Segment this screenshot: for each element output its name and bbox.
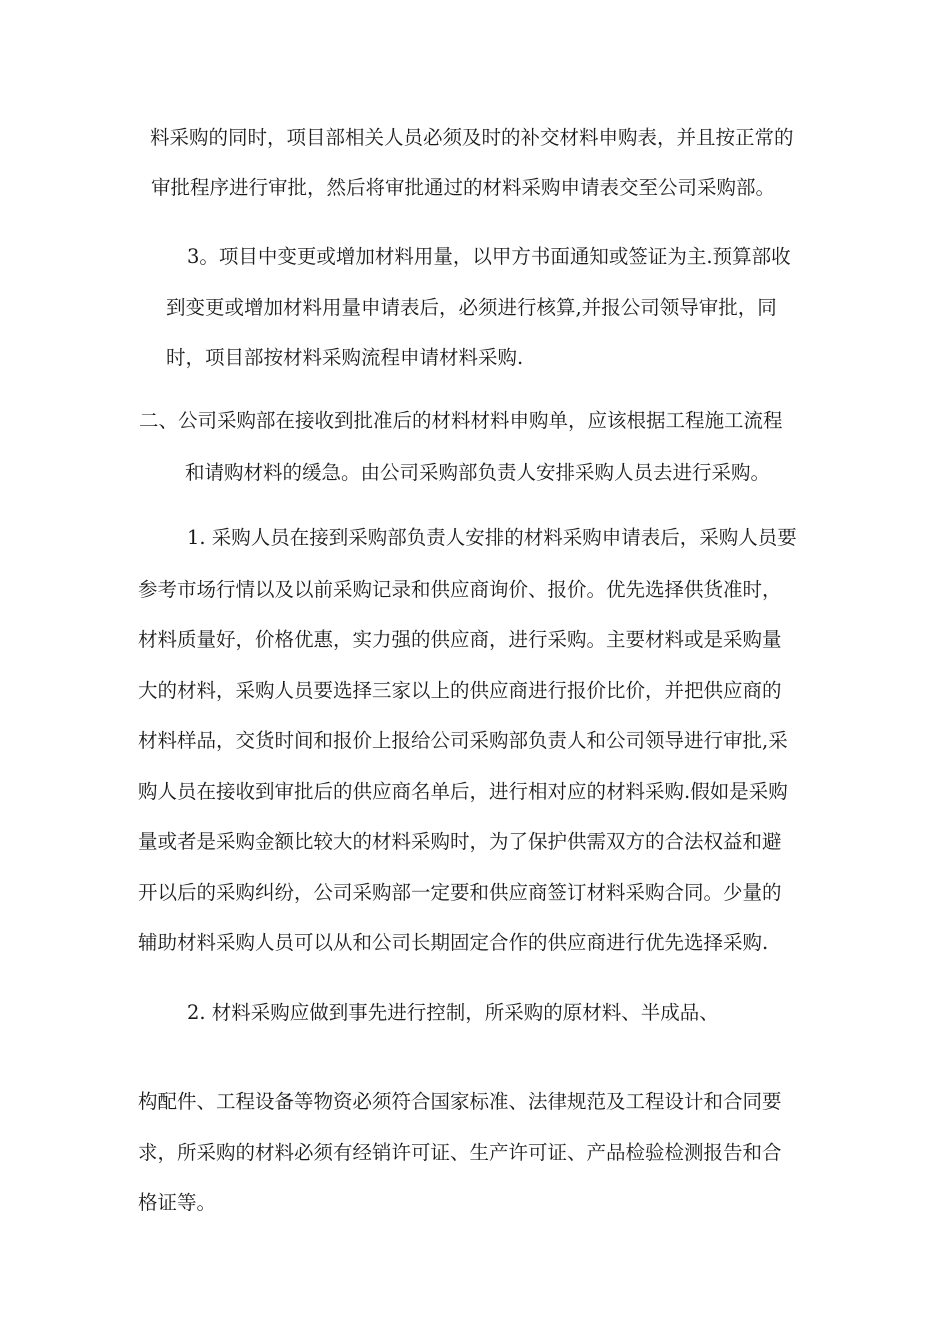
list-item-3-line: 3。项目中变更或增加材料用量，以甲方书面通知或签证为主.预算部收	[187, 245, 791, 268]
paragraph-line: 料采购的同时，项目部相关人员必须及时的补交材料申购表，并且按正常的	[150, 126, 794, 149]
list-item-1-line: 1. 采购人员在接到采购部负责人安排的材料采购申请表后，采购人员要	[187, 526, 797, 549]
paragraph-line: 审批程序进行审批，然后将审批通过的材料采购申请表交至公司采购部。	[151, 176, 776, 199]
list-item-1-line: 开以后的采购纠纷，公司采购部一定要和供应商签订材料采购合同。少量的	[138, 881, 782, 904]
list-item-1-line: 量或者是采购金额比较大的材料采购时，为了保护供需双方的合法权益和避	[138, 830, 782, 853]
list-item-1-line: 材料样品，交货时间和报价上报给公司采购部负责人和公司领导进行审批,采	[138, 729, 788, 752]
list-item-2-line: 2. 材料采购应做到事先进行控制，所采购的原材料、半成品、	[187, 1001, 719, 1024]
list-item-1-line: 辅助材料采购人员可以从和公司长期固定合作的供应商进行优先选择采购.	[138, 931, 769, 954]
list-item-1-line: 大的材料，采购人员要选择三家以上的供应商进行报价比价，并把供应商的	[138, 679, 782, 702]
list-item-2-line: 格证等。	[138, 1191, 217, 1214]
list-item-3-line: 时，项目部按材料采购流程申请材料采购.	[166, 346, 524, 369]
list-item-1-line: 购人员在接收到审批后的供应商名单后，进行相对应的材料采购.假如是采购	[138, 780, 788, 803]
list-item-2-line: 求，所采购的材料必须有经销许可证、生产许可证、产品检验检测报告和合	[138, 1141, 782, 1164]
section-heading-line: 二、公司采购部在接收到批准后的材料材料申购单，应该根据工程施工流程	[139, 409, 783, 432]
list-item-3-line: 到变更或增加材料用量申请表后，必须进行核算,并报公司领导审批，同	[166, 296, 777, 319]
list-item-2-line: 构配件、工程设备等物资必须符合国家标准、法律规范及工程设计和合同要	[138, 1090, 782, 1113]
list-item-1-line: 材料质量好，价格优惠，实力强的供应商，进行采购。主要材料或是采购量	[138, 628, 782, 651]
section-heading-line: 和请购材料的缓急。由公司采购部负责人安排采购人员去进行采购。	[185, 461, 771, 484]
list-item-1-line: 参考市场行情以及以前采购记录和供应商询价、报价。优先选择供货准时，	[138, 578, 782, 601]
